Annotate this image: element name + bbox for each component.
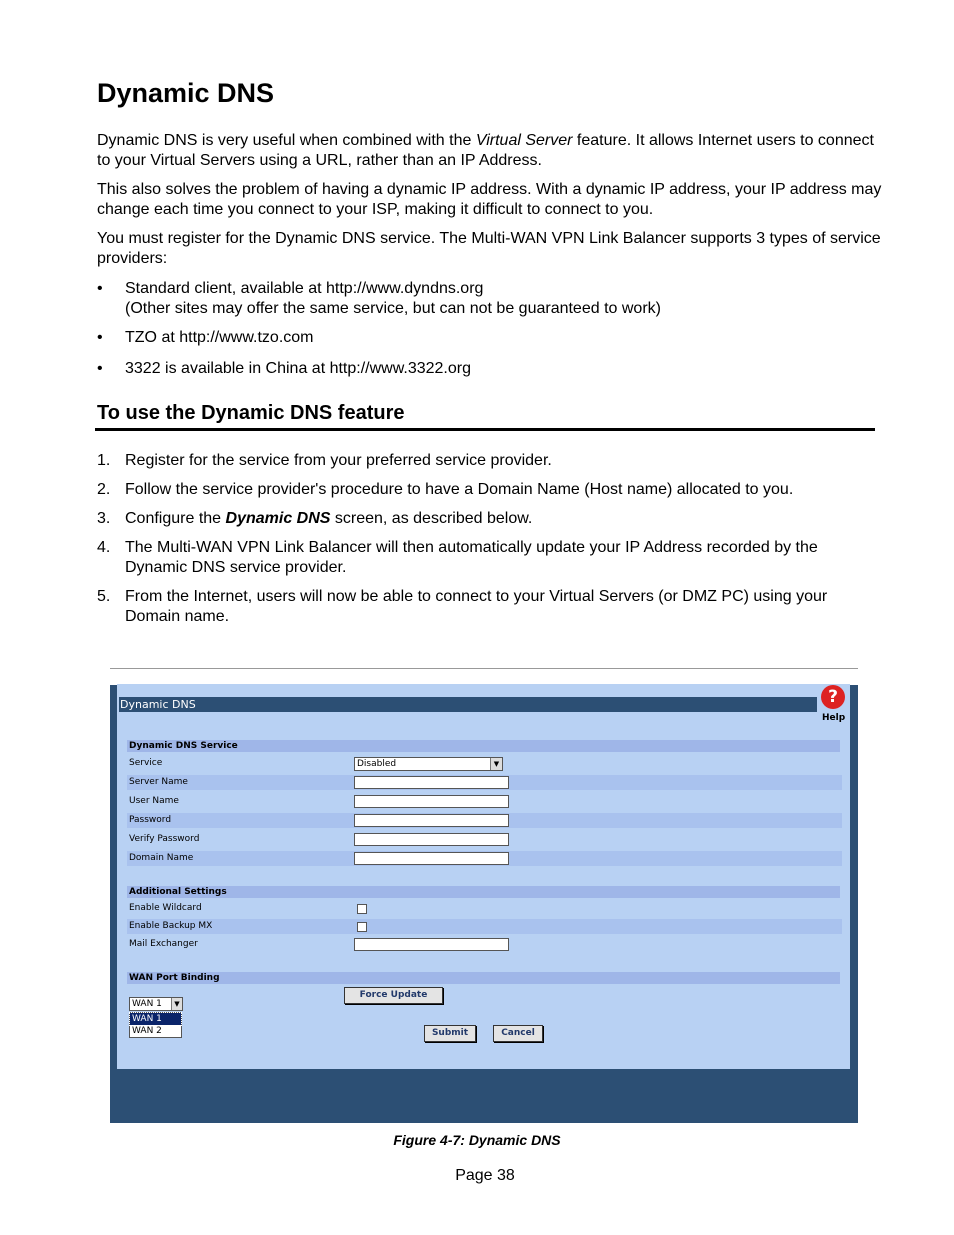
user-name-input[interactable] [354, 795, 509, 808]
chevron-down-icon: ▼ [490, 758, 502, 770]
mail-exchanger-input[interactable] [354, 938, 509, 951]
password-input[interactable] [354, 814, 509, 827]
force-update-button[interactable]: Force Update [344, 987, 443, 1004]
row-service: Service Disabled ▼ [127, 756, 842, 771]
intro-paragraph-2: This also solves the problem of having a dynamic IP address. With a dynamic IP address, your IP address may change each time you connect to your ISP, making it difficult to connect to you. [97, 181, 882, 218]
row-mail-exchanger: Mail Exchanger [127, 937, 842, 952]
wildcard-checkbox[interactable] [357, 904, 367, 914]
row-user-name: User Name [127, 794, 842, 809]
section-heading: To use the Dynamic DNS feature [97, 402, 405, 424]
server-name-input[interactable] [354, 776, 509, 789]
cancel-button[interactable]: Cancel [493, 1025, 543, 1042]
help-label[interactable]: Help [822, 713, 846, 723]
panel-title: Dynamic DNS [119, 697, 817, 712]
row-password: Password [127, 813, 842, 828]
page-title: Dynamic DNS [97, 78, 275, 108]
heading-rule [95, 428, 875, 431]
page-number: Page 38 [455, 1167, 515, 1184]
help-icon[interactable]: ? [821, 685, 845, 709]
bullet-symbol: • [97, 280, 103, 297]
row-server-name: Server Name [127, 775, 842, 790]
dynamic-dns-screenshot [110, 668, 858, 1123]
submit-button[interactable]: Submit [424, 1025, 476, 1042]
row-enable-wildcard: Enable Wildcard [127, 901, 842, 916]
bullet-symbol: • [97, 329, 103, 346]
section-dynamic-dns-service: Dynamic DNS Service [127, 740, 840, 752]
row-verify-password: Verify Password [127, 832, 842, 847]
chevron-down-icon: ▼ [171, 998, 182, 1010]
intro-paragraph-3: You must register for the Dynamic DNS service. The Multi-WAN VPN Link Balancer supports 3 types of service providers: [97, 230, 881, 267]
backup-mx-checkbox[interactable] [357, 922, 367, 932]
domain-name-input[interactable] [354, 852, 509, 865]
row-enable-backup-mx: Enable Backup MX [127, 919, 842, 934]
wan-option[interactable]: WAN 1 [130, 1013, 181, 1025]
wan-port-dropdown-list [129, 1012, 182, 1038]
wan-option[interactable]: WAN 2 [132, 1026, 162, 1036]
browser-top-strip [110, 668, 858, 685]
row-domain-name: Domain Name [127, 851, 842, 866]
intro-paragraph-1: Dynamic DNS is very useful when combined with the Virtual Server feature. It allows Internet users to connect to your Virtual Servers using a URL, rather than an IP Address. [97, 132, 874, 169]
wan-port-select[interactable]: WAN 1 ▼ [129, 997, 183, 1011]
verify-password-input[interactable] [354, 833, 509, 846]
config-panel [117, 684, 850, 1069]
section-additional-settings: Additional Settings [127, 886, 840, 898]
bullet-symbol: • [97, 360, 103, 377]
service-select[interactable]: Disabled ▼ [354, 757, 503, 771]
figure-caption: Figure 4-7: Dynamic DNS [393, 1132, 561, 1148]
section-wan-port-binding: WAN Port Binding [127, 972, 840, 984]
